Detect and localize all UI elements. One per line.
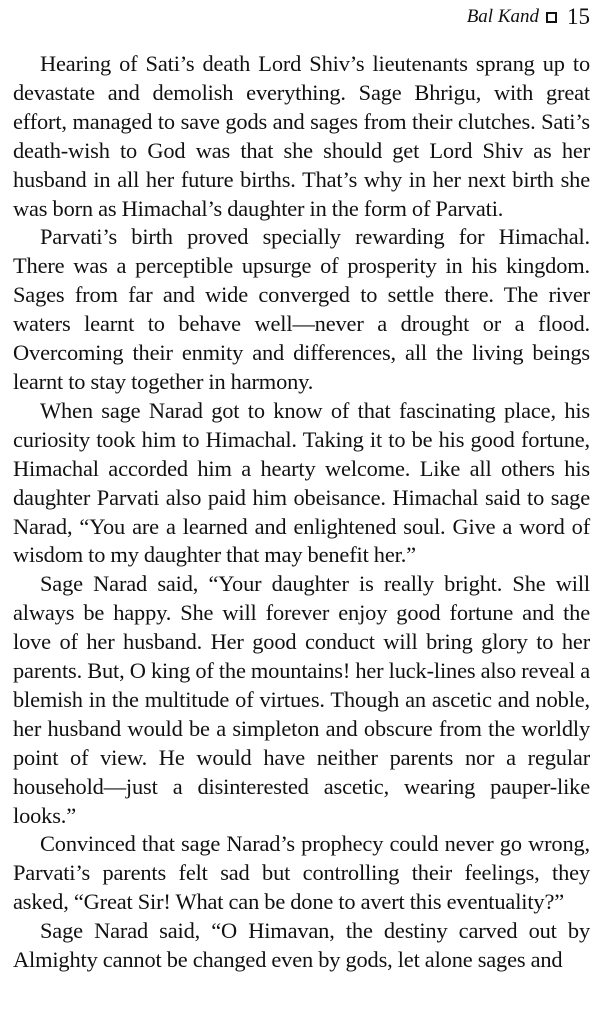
square-bullet-icon	[546, 12, 557, 23]
body-text	[13, 50, 590, 975]
paragraph-narad-reply: Sage Narad said, “O Himavan, the destiny carved out by Almighty cannot be changed even by gods, let alone sages and	[13, 918, 590, 973]
paragraph-parvati-birth: Parvati’s birth proved specially rewarding for Himachal. There was a perceptible upsurge of prosperity in his kingdom. Sages from far and wide converged to settle there. The river waters learnt to behave well—never a drought or a flood. Overcoming their enmity and differences, all the living beings learnt to stay together in harmony.	[13, 224, 590, 394]
paragraph-narad-visit: When sage Narad got to know of that fascinating place, his curiosity took him to Himachal. Taking it to be his good fortune, Himachal accorded him a hearty welcome. Like all others his daughter Parvati also paid him obeisance. Himachal said to sage Narad, “You are a learned and enlightened soul. Give a word of wisdom to my daughter that may benefit her.”	[13, 397, 590, 568]
paragraph-parents-question: Convinced that sage Narad’s prophecy could never go wrong, Parvati’s parents felt sad but controlling their feelings, they asked, “Great Sir! What can be done to avert this eventuality?”	[13, 831, 590, 915]
paragraph-sati-death: Hearing of Sati’s death Lord Shiv’s lieutenants sprang up to devastate and demolish everything. Sage Bhrigu, with great effort, managed to save gods and sages from their clutches. Sati’s death-wish to God was that she should get Lord Shiv as her husband in all her future births. That’s why in her next birth she was born as Himachal’s daughter in the form of Parvati.	[13, 51, 590, 221]
running-head	[467, 4, 590, 30]
running-title: Bal Kand	[466, 6, 539, 27]
paragraph-narad-prophecy: Sage Narad said, “Your daughter is really bright. She will always be happy. She will forever enjoy good fortune and the love of her husband. Her good conduct will bring glory to her parents. But, O king of the mountains! her luck-lines also reveal a blemish in the multitude of virtues. Though an ascetic and noble, her husband would be a simpleton and obscure from the worldly point of view. He would have neither parents nor a regular household—just a disinterested ascetic, wearing pauper-like looks.”	[13, 571, 590, 828]
page-number: 15	[567, 4, 590, 29]
